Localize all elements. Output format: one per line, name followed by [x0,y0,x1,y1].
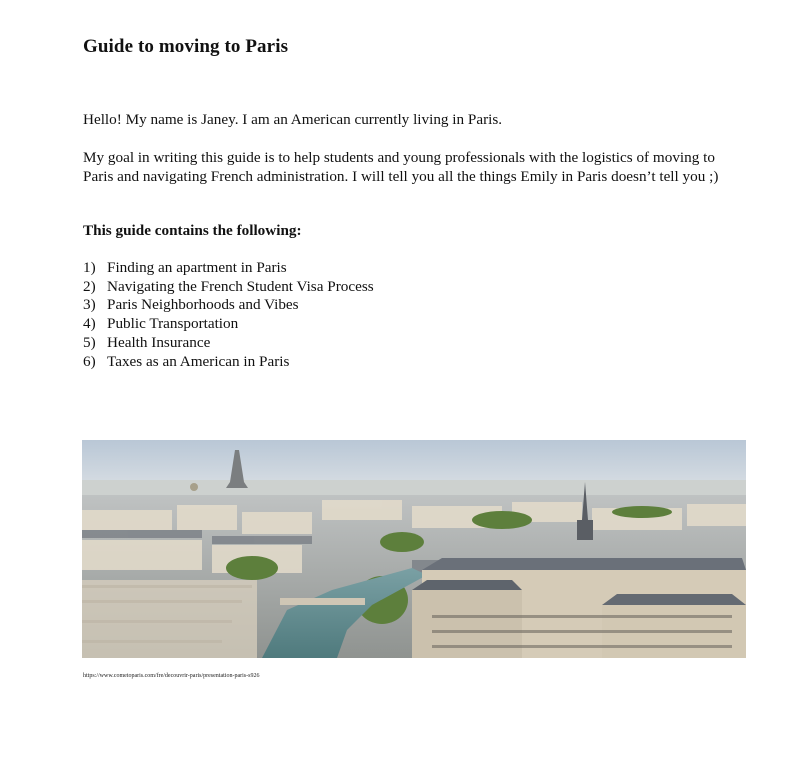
list-item-number: 1) [83,259,96,276]
list-item [83,278,374,297]
list-item [83,334,374,353]
intro-paragraph: Hello! My name is Janey. I am an American currently living in Paris. [83,111,503,128]
list-item-label: Navigating the French Student Visa Process [107,277,374,295]
paris-panorama-image [82,440,746,658]
list-item-number: 4) [83,315,96,333]
list-item-label: Taxes as an American in Paris [107,352,290,370]
list-item [83,259,374,278]
contents-list [83,259,374,371]
list-item-number: 5) [83,333,96,351]
goal-paragraph: My goal in writing this guide is to help students and young professionals with the logistics of moving to Paris and navigating French administration. I will tell you all the things Emily in Paris doesn’t tell you ;) [83,149,719,185]
list-item-number: 6) [83,352,96,370]
list-item-label: Finding an apartment in Paris [107,259,287,276]
list-item-number: 3) [83,296,96,314]
list-item-label: Public Transportation [107,315,239,333]
contents-heading: This guide contains the following: [83,222,302,239]
image-source-url: https://www.cometoparis.com/fre/decouvrir-paris/presentation-paris-s926 [83,673,260,679]
list-item-label: Paris Neighborhoods and Vibes [107,296,299,314]
list-item [83,296,374,315]
list-item-number: 2) [83,277,96,295]
list-item-label: Health Insurance [107,333,211,351]
document-title: Guide to moving to Paris [83,36,289,57]
list-item [83,315,374,334]
list-item [83,353,374,372]
